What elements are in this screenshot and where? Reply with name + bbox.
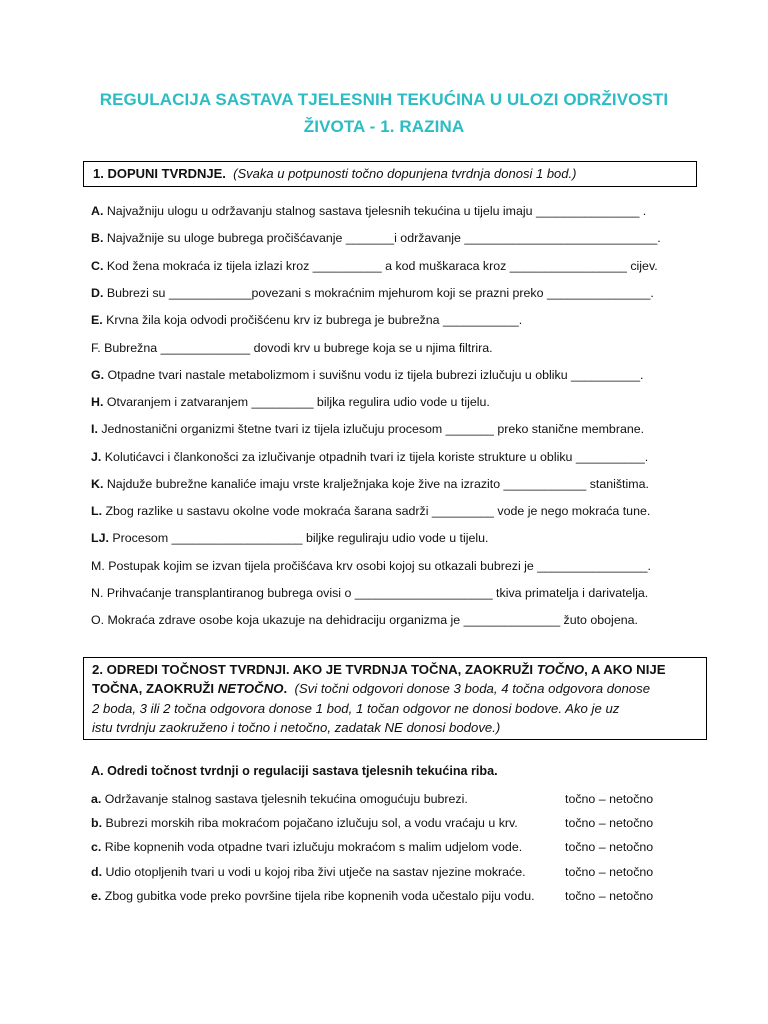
statement-letter: J. (91, 450, 102, 464)
statement-text: Najvažniju ulogu u održavanju stalnog sastava tjelesnih tekućina u tijelu imaju _______________ . (106, 204, 647, 218)
tf-letter: b. (91, 816, 103, 830)
statement-letter: LJ. (91, 531, 109, 545)
statement-text: Krvna žila koja odvodi pročišćenu krv iz bubrega je bubrežna ___________. (106, 313, 523, 327)
task-2-note-line-1: (Svi točni odgovori donose 3 boda, 4 točna odgovora donose (294, 681, 651, 697)
tocno-word: TOČNO (536, 662, 585, 677)
statement-letter: E. (91, 313, 103, 327)
worksheet-title (40, 86, 728, 140)
title-line-2: ŽIVOTA - 1. RAZINA (303, 117, 465, 136)
statement-letter: G. (91, 368, 105, 382)
statement-f (91, 340, 493, 356)
tf-options: točno – netočno (565, 816, 654, 830)
statement-text: Najduže bubrežne kanaliće imaju vrste kralježnjaka koje žive na izrazito ____________ staništima. (106, 477, 649, 491)
statement-letter: B. (91, 231, 104, 245)
tf-item-c (91, 839, 671, 855)
statement-k (91, 476, 649, 492)
statement-text: Jednostanični organizmi štetne tvari iz tijela izlučuju procesom _______ preko stanične membrane. (101, 422, 645, 436)
task-2-heading-b: , A AKO NIJE (584, 662, 666, 677)
statement-m (91, 558, 651, 574)
statement-text: O. Mokraća zdrave osobe koja ukazuje na dehidraciju organizma je ______________ žuto obojena. (91, 613, 638, 627)
statement-text: Najvažnije su uloge bubrega pročišćavanje _______i održavanje ____________________________. (106, 231, 661, 245)
tf-options: točno – netočno (565, 889, 654, 903)
statement-text: Procesom ___________________ biljke reguliraju udio vode u tijelu. (112, 531, 489, 545)
statement-h (91, 394, 490, 410)
statement-text: Otvaranjem i zatvaranjem _________ biljka regulira udio vode u tijelu. (106, 395, 490, 409)
statement-letter: C. (91, 259, 104, 273)
tf-item-b (91, 815, 671, 831)
tf-letter: e. (91, 889, 102, 903)
statement-l (91, 503, 650, 519)
task-2-heading-d: . (283, 681, 288, 697)
tf-letter: d. (91, 865, 103, 879)
tf-text: Održavanje stalnog sastava tjelesnih tekućina omogućuju bubrezi. (104, 792, 468, 806)
statement-e (91, 312, 522, 328)
tf-letter: a. (91, 792, 102, 806)
tf-item-a (91, 791, 671, 807)
statement-text: F. Bubrežna _____________ dovodi krv u bubrege koja se u njima filtrira. (91, 341, 493, 355)
statement-o (91, 612, 638, 628)
statement-letter: L. (91, 504, 103, 518)
statement-a (91, 203, 646, 219)
statement-i (91, 421, 644, 437)
tf-text: Bubrezi morskih riba mokraćom pojačano izlučuju sol, a vodu vraćaju u krv. (105, 816, 518, 830)
tf-options: točno – netočno (565, 792, 654, 806)
task-2-heading-a: 2. ODREDI TOČNOST TVRDNJI. AKO JE TVRDNJA TOČNA, ZAOKRUŽI (92, 662, 534, 677)
task-2-heading-line-2 (92, 679, 698, 698)
tf-text: Ribe kopnenih voda otpadne tvari izlučuju mokraćom s malim udjelom vode. (104, 840, 523, 854)
statement-text: M. Postupak kojim se izvan tijela pročišćava krv osobi kojoj su otkazali bubrezi je ________________. (91, 559, 651, 573)
statement-letter: K. (91, 477, 104, 491)
task-2-heading-c: TOČNA, ZAOKRUŽI (92, 681, 215, 697)
tf-letter: c. (91, 840, 102, 854)
statement-letter: A. (91, 204, 104, 218)
title-line-1: REGULACIJA SASTAVA TJELESNIH TEKUĆINA U ULOZI ODRŽIVOSTI (99, 90, 669, 109)
task-1-note: (Svaka u potpunosti točno dopunjena tvrdnja donosi 1 bod.) (233, 166, 577, 181)
section-a-heading: A. Odredi točnost tvrdnji o regulaciji sastava tjelesnih tekućina riba. (91, 764, 498, 778)
task-2-heading-line-1 (92, 660, 698, 679)
task-1-header-box (83, 161, 697, 187)
statement-j (91, 449, 648, 465)
netocno-word: NETOČNO (217, 681, 284, 697)
statement-lj (91, 530, 488, 546)
tf-text: Zbog gubitka vode preko površine tijela ribe kopnenih voda učestalo piju vodu. (104, 889, 535, 903)
tf-item-e (91, 888, 671, 904)
task-2-note-line-2: 2 boda, 3 ili 2 točna odgovora donose 1 bod, 1 točan odgovor ne donosi bodove. Ako je uz (92, 700, 620, 716)
statement-letter: D. (91, 286, 104, 300)
statement-text: N. Prihvaćanje transplantiranog bubrega ovisi o ____________________ tkiva primatelja i darivatelja. (91, 586, 649, 600)
statement-n (91, 585, 648, 601)
statement-text: Bubrezi su ____________povezani s mokraćnim mjehurom koji se prazni preko _______________. (106, 286, 654, 300)
task-2-note-line-3: istu tvrdnju zaokruženo i točno i netočno, zadatak NE donosi bodove.) (92, 720, 501, 736)
statement-text: Zbog razlike u sastavu okolne vode mokraća šarana sadrži _________ vode je nego mokraća tune. (105, 504, 651, 518)
statement-c (91, 258, 658, 274)
statement-text: Otpadne tvari nastale metabolizmom i suvišnu vodu iz tijela bubrezi izlučuju u obliku __________. (107, 368, 644, 382)
statement-letter: H. (91, 395, 104, 409)
statement-letter: I. (91, 422, 98, 436)
tf-item-d (91, 864, 671, 880)
tf-text: Udio otopljenih tvari u vodi u kojoj riba živi utječe na sastav njezine mokraće. (105, 865, 526, 879)
statement-g (91, 367, 643, 383)
tf-options: točno – netočno (565, 865, 654, 879)
statement-b (91, 230, 661, 246)
task-2-header-box (83, 657, 707, 740)
tf-options: točno – netočno (565, 840, 654, 854)
statement-text: Kolutićavci i člankonošci za izlučivanje otpadnih tvari iz tijela koriste strukture u obliku __________. (104, 450, 649, 464)
task-1-heading: 1. DOPUNI TVRDNJE. (93, 166, 226, 181)
statement-text: Kod žena mokraća iz tijela izlazi kroz __________ a kod muškaraca kroz _________________ cijev. (106, 259, 658, 273)
statement-d (91, 285, 654, 301)
